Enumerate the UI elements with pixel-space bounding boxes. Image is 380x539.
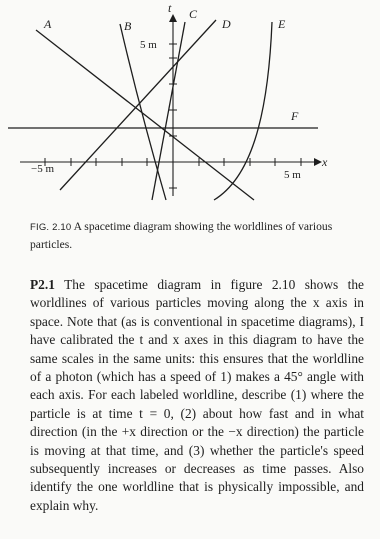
x-tick-label-plus: 5 m (284, 169, 301, 181)
problem-statement (30, 276, 364, 515)
label-e: E (278, 17, 286, 31)
figure-number: FIG. 2.10 (30, 222, 72, 233)
problem-text: The spacetime diagram in figure 2.10 shows the worldlines of various particles moving along the x axis in space. Note that (as is conventional in spacetime diagrams), I have calibrated the t and x axes in this diagram to have the same scales in the same units: this ensures that the worldline of a photon (which has a speed of 1) makes a 45° angle with each axis. For each labeled worldline, describe (1) where the particle is at time t = 0, (2) about how fast and in what direction (in the +x direction or the −x direction) the particle is moving at that time, and (3) whether the particle's speed subsequently increases or decreases as time passes. Also identify the one worldline that is physically impossible, and explain why. (30, 277, 364, 513)
label-a: A (44, 17, 52, 31)
worldline-d (60, 20, 216, 190)
spacetime-diagram (0, 0, 380, 210)
label-d: D (222, 17, 231, 31)
x-axis-label: x (322, 155, 328, 169)
problem-number: P2.1 (30, 277, 55, 292)
t-tick-label: 5 m (140, 39, 157, 51)
worldline-e (214, 22, 272, 200)
worldline-a (36, 30, 254, 200)
label-c: C (189, 7, 198, 21)
t-axis-label: t (168, 1, 172, 15)
figure-caption (30, 218, 362, 253)
x-tick-label-minus: −5 m (31, 163, 55, 175)
caption-text: A spacetime diagram showing the worldlines of various particles. (30, 220, 333, 251)
label-b: B (124, 19, 132, 33)
worldline-c (152, 22, 185, 200)
label-f: F (291, 109, 299, 123)
